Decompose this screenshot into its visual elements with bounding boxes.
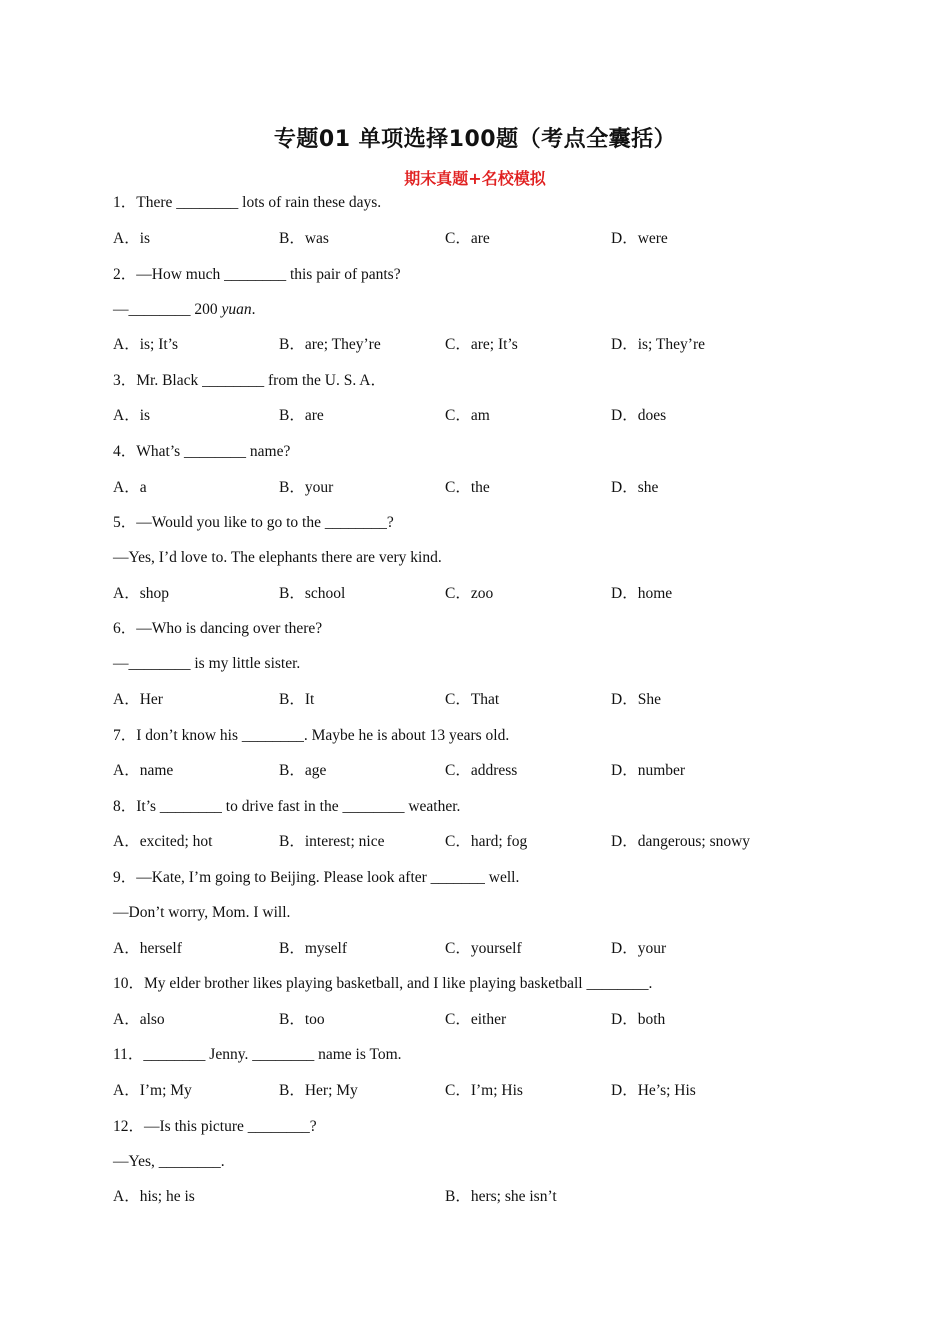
question-11-option-c[interactable]: C．I’m; His <box>445 1082 523 1099</box>
question-1-option-c[interactable]: C．are <box>445 230 490 247</box>
question-11-option-d[interactable]: D．He’s; His <box>611 1082 696 1099</box>
question-4-option-c[interactable]: C．the <box>445 479 490 496</box>
question-1-option-a[interactable]: A．is <box>113 230 151 247</box>
question-5-option-b[interactable]: B．school <box>279 585 346 602</box>
question-6-response: —________ is my little sister. <box>113 655 301 672</box>
question-7-option-d[interactable]: D．number <box>611 762 686 779</box>
question-2-option-a[interactable]: A．is; It’s <box>113 336 179 353</box>
question-9-stem: 9．—Kate, I’m going to Beijing. Please look after _______ well. <box>113 869 520 886</box>
question-5-option-a[interactable]: A．shop <box>113 585 169 602</box>
question-2-answer-line <box>113 300 256 320</box>
question-2-option-b[interactable]: B．are; They’re <box>279 336 381 353</box>
page-subtitle: 期末真题+名校模拟 <box>404 169 546 188</box>
question-2-stem: 2．—How much ________ this pair of pants? <box>113 266 401 283</box>
question-7-option-a[interactable]: A．name <box>113 762 174 779</box>
question-12-response: —Yes, ________. <box>113 1153 225 1170</box>
question-10-option-a[interactable]: A．also <box>113 1011 165 1028</box>
question-1-option-b[interactable]: B．was <box>279 230 329 247</box>
question-3-stem: 3．Mr. Black ________ from the U. S. A． <box>113 372 386 389</box>
question-6-option-d[interactable]: D．She <box>611 691 661 708</box>
question-4-option-b[interactable]: B．your <box>279 479 334 496</box>
question-6-option-b[interactable]: B．It <box>279 691 315 708</box>
question-1-stem: 1．There ________ lots of rain these days. <box>113 194 382 211</box>
question-8-option-d[interactable]: D．dangerous; snowy <box>611 833 751 850</box>
question-5-option-c[interactable]: C．zoo <box>445 585 494 602</box>
question-3-option-d[interactable]: D．does <box>611 407 667 424</box>
question-7-option-c[interactable]: C．address <box>445 762 518 779</box>
question-2-option-c[interactable]: C．are; It’s <box>445 336 518 353</box>
question-9-option-d[interactable]: D．your <box>611 940 667 957</box>
question-2-answer-unit: yuan <box>221 301 252 318</box>
question-6-option-a[interactable]: A．Her <box>113 691 163 708</box>
question-9-option-c[interactable]: C．yourself <box>445 940 522 957</box>
question-6-option-c[interactable]: C．That <box>445 691 500 708</box>
question-3-option-b[interactable]: B．are <box>279 407 324 424</box>
question-11-stem: 11．________ Jenny. ________ name is Tom. <box>113 1046 402 1063</box>
question-10-option-d[interactable]: D．both <box>611 1011 666 1028</box>
question-11-option-a[interactable]: A．I’m; My <box>113 1082 192 1099</box>
question-2-answer-suffix: . <box>251 301 256 318</box>
question-4-stem: 4．What’s ________ name? <box>113 443 291 460</box>
question-1-option-d[interactable]: D．were <box>611 230 668 247</box>
question-3-option-a[interactable]: A．is <box>113 407 151 424</box>
question-8-option-a[interactable]: A．excited; hot <box>113 833 213 850</box>
question-12-option-a[interactable]: A．his; he is <box>113 1188 195 1205</box>
question-10-option-b[interactable]: B．too <box>279 1011 325 1028</box>
question-2-option-d[interactable]: D．is; They’re <box>611 336 705 353</box>
question-7-option-b[interactable]: B．age <box>279 762 327 779</box>
question-5-option-d[interactable]: D．home <box>611 585 673 602</box>
question-8-option-c[interactable]: C．hard; fog <box>445 833 528 850</box>
question-3-option-c[interactable]: C．am <box>445 407 490 424</box>
question-5-stem: 5．—Would you like to go to the ________? <box>113 514 394 531</box>
question-4-option-d[interactable]: D．she <box>611 479 659 496</box>
question-8-option-b[interactable]: B．interest; nice <box>279 833 385 850</box>
question-11-option-b[interactable]: B．Her; My <box>279 1082 358 1099</box>
question-12-option-b[interactable]: B．hers; she isn’t <box>445 1188 557 1205</box>
question-12-stem: 12．—Is this picture ________? <box>113 1118 317 1135</box>
question-10-option-c[interactable]: C．either <box>445 1011 507 1028</box>
question-7-stem: 7．I don’t know his ________. Maybe he is about 13 years old. <box>113 727 510 744</box>
question-2-answer-prefix: —________ 200 <box>113 301 222 318</box>
question-9-option-a[interactable]: A．herself <box>113 940 182 957</box>
question-9-option-b[interactable]: B．myself <box>279 940 348 957</box>
page-title: 专题01 单项选择100题（考点全囊括） <box>273 127 677 152</box>
question-5-response: —Yes, I’d love to. The elephants there are very kind. <box>113 549 442 566</box>
question-10-stem: 10．My elder brother likes playing basketball, and I like playing basketball ________. <box>113 975 653 992</box>
question-6-stem: 6．—Who is dancing over there? <box>113 620 323 637</box>
question-9-response: —Don’t worry, Mom. I will. <box>113 904 291 921</box>
question-8-stem: 8．It’s ________ to drive fast in the ________ weather. <box>113 798 461 815</box>
question-4-option-a[interactable]: A．a <box>113 479 147 496</box>
